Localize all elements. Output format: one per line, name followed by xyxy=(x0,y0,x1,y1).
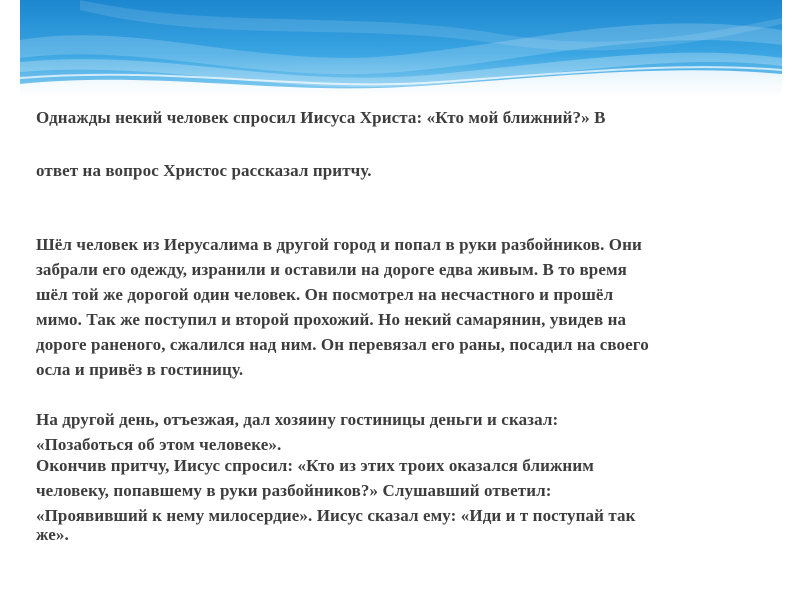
ending-line-4: же». xyxy=(36,525,69,544)
parable-line-5: дороге раненого, сжалился над ним. Он перевязал его раны, посадил на своего xyxy=(36,335,649,354)
ending-line-2: человеку, попавшему в руки разбойников?» Слушавший ответил: xyxy=(36,481,552,500)
wave-banner xyxy=(20,0,782,98)
intro-paragraph-cont xyxy=(36,158,766,183)
ending-line-3: «Проявивший к нему милосердие». Иисус сказал ему: «Иди и т поступай так xyxy=(36,506,636,525)
parable-line-2: забрали его одежду, изранили и оставили на дороге едва живым. В то время xyxy=(36,260,627,279)
intro-paragraph xyxy=(36,105,766,130)
parable-paragraph xyxy=(36,232,766,382)
parable-line-3: шёл той же дорогой один человек. Он посмотрел на несчастного и прошёл xyxy=(36,285,614,304)
next-day-paragraph xyxy=(36,407,766,457)
parable-line-4: мимо. Так же поступил и второй прохожий. Но некий самарянин, увидев на xyxy=(36,310,627,329)
next-day-line-1: На другой день, отъезжая, дал хозяину гостиницы деньги и сказал: xyxy=(36,410,559,429)
parable-line-1: Шёл человек из Иерусалима в другой город и попал в руки разбойников. Они xyxy=(36,235,642,254)
parable-line-6: осла и привёз в гостиницу. xyxy=(36,360,244,379)
intro-line-1: Однажды некий человек спросил Иисуса Христа: «Кто мой ближний?» В xyxy=(36,108,606,127)
ending-line-1: Окончив притчу, Иисус спросил: «Кто из этих троих оказался ближним xyxy=(36,456,594,475)
intro-line-2: ответ на вопрос Христос рассказал притчу. xyxy=(36,161,372,180)
ending-paragraph xyxy=(36,453,766,547)
wave-banner-graphic xyxy=(20,0,782,98)
next-day-line-2: «Позаботься об этом человеке». xyxy=(36,435,282,454)
